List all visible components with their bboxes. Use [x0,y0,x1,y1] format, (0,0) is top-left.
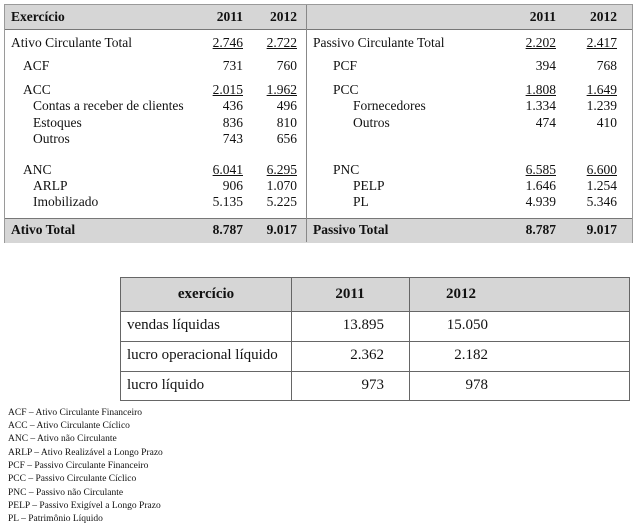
liability-label: Passivo Circulante Total [313,35,445,50]
liability-value-2012: 2.417 [586,35,617,50]
results-row-2011: 13.895 [342,317,384,333]
liability-value-2011: 474 [535,115,556,130]
asset-label: ANC [23,162,52,177]
liability-value-2012: 768 [596,58,617,73]
asset-value-2011: 731 [222,58,243,73]
total-assets-2011: 8.787 [212,222,243,237]
glossary-item: ARLP – Ativo Realizável a Longo Prazo [8,448,163,458]
results-row-divider [121,341,629,342]
glossary-item: PELP – Passivo Exigível a Longo Prazo [8,501,161,511]
asset-value-2012: 2.722 [266,35,297,50]
asset-label: Ativo Circulante Total [11,35,133,50]
total-assets-2012: 9.017 [266,222,297,237]
liability-value-2011: 1.334 [525,98,556,113]
liability-label: PCF [333,58,358,73]
header-left-2011: 2011 [216,9,243,24]
glossary-item: PNC – Passivo não Circulante [8,488,124,498]
asset-value-2012: 5.225 [266,194,297,209]
asset-value-2011: 436 [222,98,243,113]
asset-value-2011: 743 [222,131,243,146]
asset-label: Estoques [33,115,82,130]
liability-value-2011: 2.202 [525,35,556,50]
asset-label: ARLP [33,178,68,193]
glossary-item: ANC – Ativo não Circulante [8,434,117,444]
balance-sheet-table [4,4,633,243]
results-header-2011: 2011 [335,286,365,302]
results-row-2012: 15.050 [446,317,488,333]
liability-label: PELP [353,178,385,193]
results-row-2012: 978 [465,377,488,393]
asset-value-2011: 836 [222,115,243,130]
liability-value-2012: 1.649 [586,82,617,97]
asset-value-2011: 2.746 [212,35,243,50]
liability-label: PL [353,194,369,209]
glossary-item: PL – Patrimônio Líquido [8,514,103,524]
liability-value-2012: 5.346 [586,194,617,209]
asset-value-2012: 656 [276,131,297,146]
results-header-exercicio: exercício [177,286,235,302]
liability-value-2012: 410 [596,115,617,130]
header-right-2011: 2011 [529,9,556,24]
asset-label: Outros [33,131,70,146]
total-liabilities-2012: 9.017 [586,222,617,237]
results-row-2011: 973 [361,377,384,393]
glossary-item: PCF – Passivo Circulante Financeiro [8,461,149,471]
total-assets-label: Ativo Total [11,222,76,237]
total-liabilities-label: Passivo Total [313,222,389,237]
asset-label: ACF [23,58,50,73]
results-row-label: lucro operacional líquido [127,347,278,363]
asset-value-2011: 2.015 [212,82,243,97]
asset-value-2012: 810 [276,115,297,130]
asset-value-2011: 906 [222,178,243,193]
results-row-2012: 2.182 [454,347,488,363]
glossary-item: ACF – Ativo Circulante Financeiro [8,408,143,418]
liability-label: PCC [333,82,359,97]
asset-label: ACC [23,82,51,97]
asset-value-2011: 6.041 [212,162,243,177]
liability-value-2012: 1.239 [586,98,617,113]
asset-value-2012: 6.295 [266,162,297,177]
results-row-label: lucro líquido [127,377,205,393]
results-row-2011: 2.362 [350,347,384,363]
assets-liabilities-divider [306,5,307,242]
results-header-2012: 2012 [446,286,476,302]
glossary-item: ACC – Ativo Circulante Cíclico [8,421,130,431]
total-liabilities-2011: 8.787 [525,222,556,237]
results-row-label: vendas líquidas [127,317,220,333]
liability-label: Fornecedores [353,98,426,113]
liability-value-2012: 1.254 [586,178,617,193]
header-left-2012: 2012 [270,9,297,24]
header-exercicio: Exercício [11,9,65,24]
liability-value-2011: 6.585 [525,162,556,177]
liability-value-2011: 394 [535,58,556,73]
income-results-table [120,277,630,401]
liability-label: Outros [353,115,390,130]
asset-value-2012: 760 [276,58,297,73]
liability-value-2011: 1.646 [525,178,556,193]
asset-value-2012: 1.962 [266,82,297,97]
asset-value-2011: 5.135 [212,194,243,209]
glossary-item: PCC – Passivo Circulante Cíclico [8,474,137,484]
asset-label: Contas a receber de clientes [33,98,184,113]
header-right-2012: 2012 [590,9,617,24]
liability-value-2011: 4.939 [525,194,556,209]
results-row-divider [121,371,629,372]
liability-value-2011: 1.808 [525,82,556,97]
asset-label: Imobilizado [33,194,99,209]
asset-value-2012: 496 [276,98,297,113]
liability-value-2012: 6.600 [586,162,617,177]
liability-label: PNC [333,162,360,177]
asset-value-2012: 1.070 [266,178,297,193]
